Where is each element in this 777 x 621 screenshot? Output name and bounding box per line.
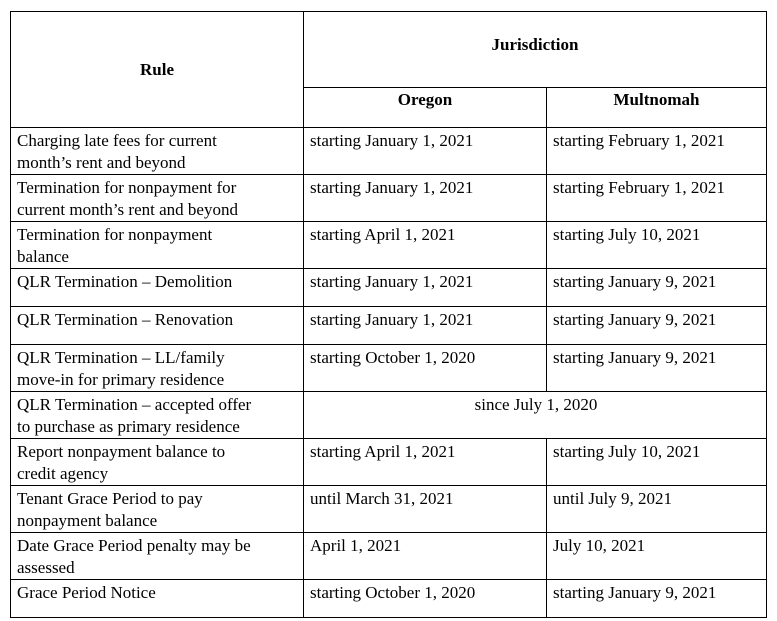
multnomah-value: starting July 10, 2021 xyxy=(553,442,701,461)
rule-cell xyxy=(11,128,304,175)
table-row xyxy=(11,128,767,175)
multnomah-value: starting February 1, 2021 xyxy=(553,178,725,197)
rule-line: month’s rent and beyond xyxy=(17,153,186,172)
multnomah-cell xyxy=(547,439,767,486)
oregon-cell xyxy=(304,345,547,392)
rule-cell xyxy=(11,580,304,618)
rule-line: credit agency xyxy=(17,464,109,483)
multnomah-value: starting January 9, 2021 xyxy=(553,272,717,291)
multnomah-cell xyxy=(547,345,767,392)
oregon-cell xyxy=(304,269,547,307)
oregon-header-text: Oregon xyxy=(397,90,453,109)
oregon-cell xyxy=(304,439,547,486)
combined-jurisdiction-cell xyxy=(304,392,767,439)
oregon-cell xyxy=(304,307,547,345)
rule-line: balance xyxy=(17,247,69,266)
rule-line: Charging late fees for current xyxy=(17,131,217,150)
rule-line: Date Grace Period penalty may be xyxy=(17,536,251,555)
rule-line: assessed xyxy=(17,558,75,577)
table-row xyxy=(11,345,767,392)
rule-cell xyxy=(11,392,304,439)
rule-column-header xyxy=(11,12,304,128)
rule-line: QLR Termination – accepted offer xyxy=(17,395,252,414)
rule-line: to purchase as primary residence xyxy=(17,417,240,436)
oregon-value: starting October 1, 2020 xyxy=(310,348,476,367)
rule-line: Tenant Grace Period to pay xyxy=(17,489,203,508)
oregon-cell xyxy=(304,128,547,175)
rule-line: Termination for nonpayment xyxy=(17,225,213,244)
rule-line: current month’s rent and beyond xyxy=(17,200,238,219)
oregon-value: starting January 1, 2021 xyxy=(310,310,474,329)
rule-cell xyxy=(11,345,304,392)
table-row xyxy=(11,222,767,269)
multnomah-cell xyxy=(547,128,767,175)
multnomah-value: starting January 9, 2021 xyxy=(553,310,717,329)
oregon-value: starting October 1, 2020 xyxy=(310,583,476,602)
oregon-value: until March 31, 2021 xyxy=(310,489,454,508)
rules-table xyxy=(10,11,767,618)
multnomah-cell xyxy=(547,486,767,533)
rule-cell xyxy=(11,533,304,580)
rule-line: Termination for nonpayment for xyxy=(17,178,237,197)
table-row xyxy=(11,439,767,486)
multnomah-header-text: Multnomah xyxy=(613,90,700,109)
multnomah-column-header xyxy=(547,88,767,128)
oregon-value: starting April 1, 2021 xyxy=(310,442,456,461)
rule-cell xyxy=(11,269,304,307)
oregon-value: starting January 1, 2021 xyxy=(310,178,474,197)
table-row xyxy=(11,533,767,580)
oregon-value: April 1, 2021 xyxy=(310,536,402,555)
oregon-cell xyxy=(304,175,547,222)
rule-line: QLR Termination – Renovation xyxy=(17,310,234,329)
table-row xyxy=(11,392,767,439)
rule-line: Grace Period Notice xyxy=(17,583,156,602)
rule-cell xyxy=(11,175,304,222)
multnomah-cell xyxy=(547,222,767,269)
oregon-value: starting January 1, 2021 xyxy=(310,131,474,150)
rule-line: QLR Termination – Demolition xyxy=(17,272,233,291)
multnomah-cell xyxy=(547,175,767,222)
rule-line: Report nonpayment balance to xyxy=(17,442,226,461)
oregon-cell xyxy=(304,580,547,618)
jurisdiction-column-header xyxy=(304,12,767,88)
rule-cell xyxy=(11,222,304,269)
combined-value: since July 1, 2020 xyxy=(474,395,598,414)
oregon-cell xyxy=(304,486,547,533)
multnomah-cell xyxy=(547,269,767,307)
jurisdiction-header-text: Jurisdiction xyxy=(491,35,579,54)
rule-cell xyxy=(11,486,304,533)
table-row xyxy=(11,269,767,307)
multnomah-cell xyxy=(547,533,767,580)
rules-table-container xyxy=(10,11,767,618)
table-row xyxy=(11,175,767,222)
multnomah-value: starting January 9, 2021 xyxy=(553,583,717,602)
rule-line: nonpayment balance xyxy=(17,511,158,530)
table-row xyxy=(11,307,767,345)
oregon-cell xyxy=(304,533,547,580)
oregon-value: starting April 1, 2021 xyxy=(310,225,456,244)
oregon-cell xyxy=(304,222,547,269)
table-row xyxy=(11,580,767,618)
multnomah-value: starting January 9, 2021 xyxy=(553,348,717,367)
oregon-column-header xyxy=(304,88,547,128)
rule-cell xyxy=(11,439,304,486)
rule-header-text: Rule xyxy=(140,59,174,79)
multnomah-value: starting February 1, 2021 xyxy=(553,131,725,150)
table-row xyxy=(11,486,767,533)
multnomah-cell xyxy=(547,307,767,345)
multnomah-value: starting July 10, 2021 xyxy=(553,225,701,244)
multnomah-value: until July 9, 2021 xyxy=(553,489,673,508)
rule-line: move-in for primary residence xyxy=(17,370,225,389)
multnomah-cell xyxy=(547,580,767,618)
multnomah-value: July 10, 2021 xyxy=(553,536,646,555)
rule-line: QLR Termination – LL/family xyxy=(17,348,225,367)
oregon-value: starting January 1, 2021 xyxy=(310,272,474,291)
rule-cell xyxy=(11,307,304,345)
